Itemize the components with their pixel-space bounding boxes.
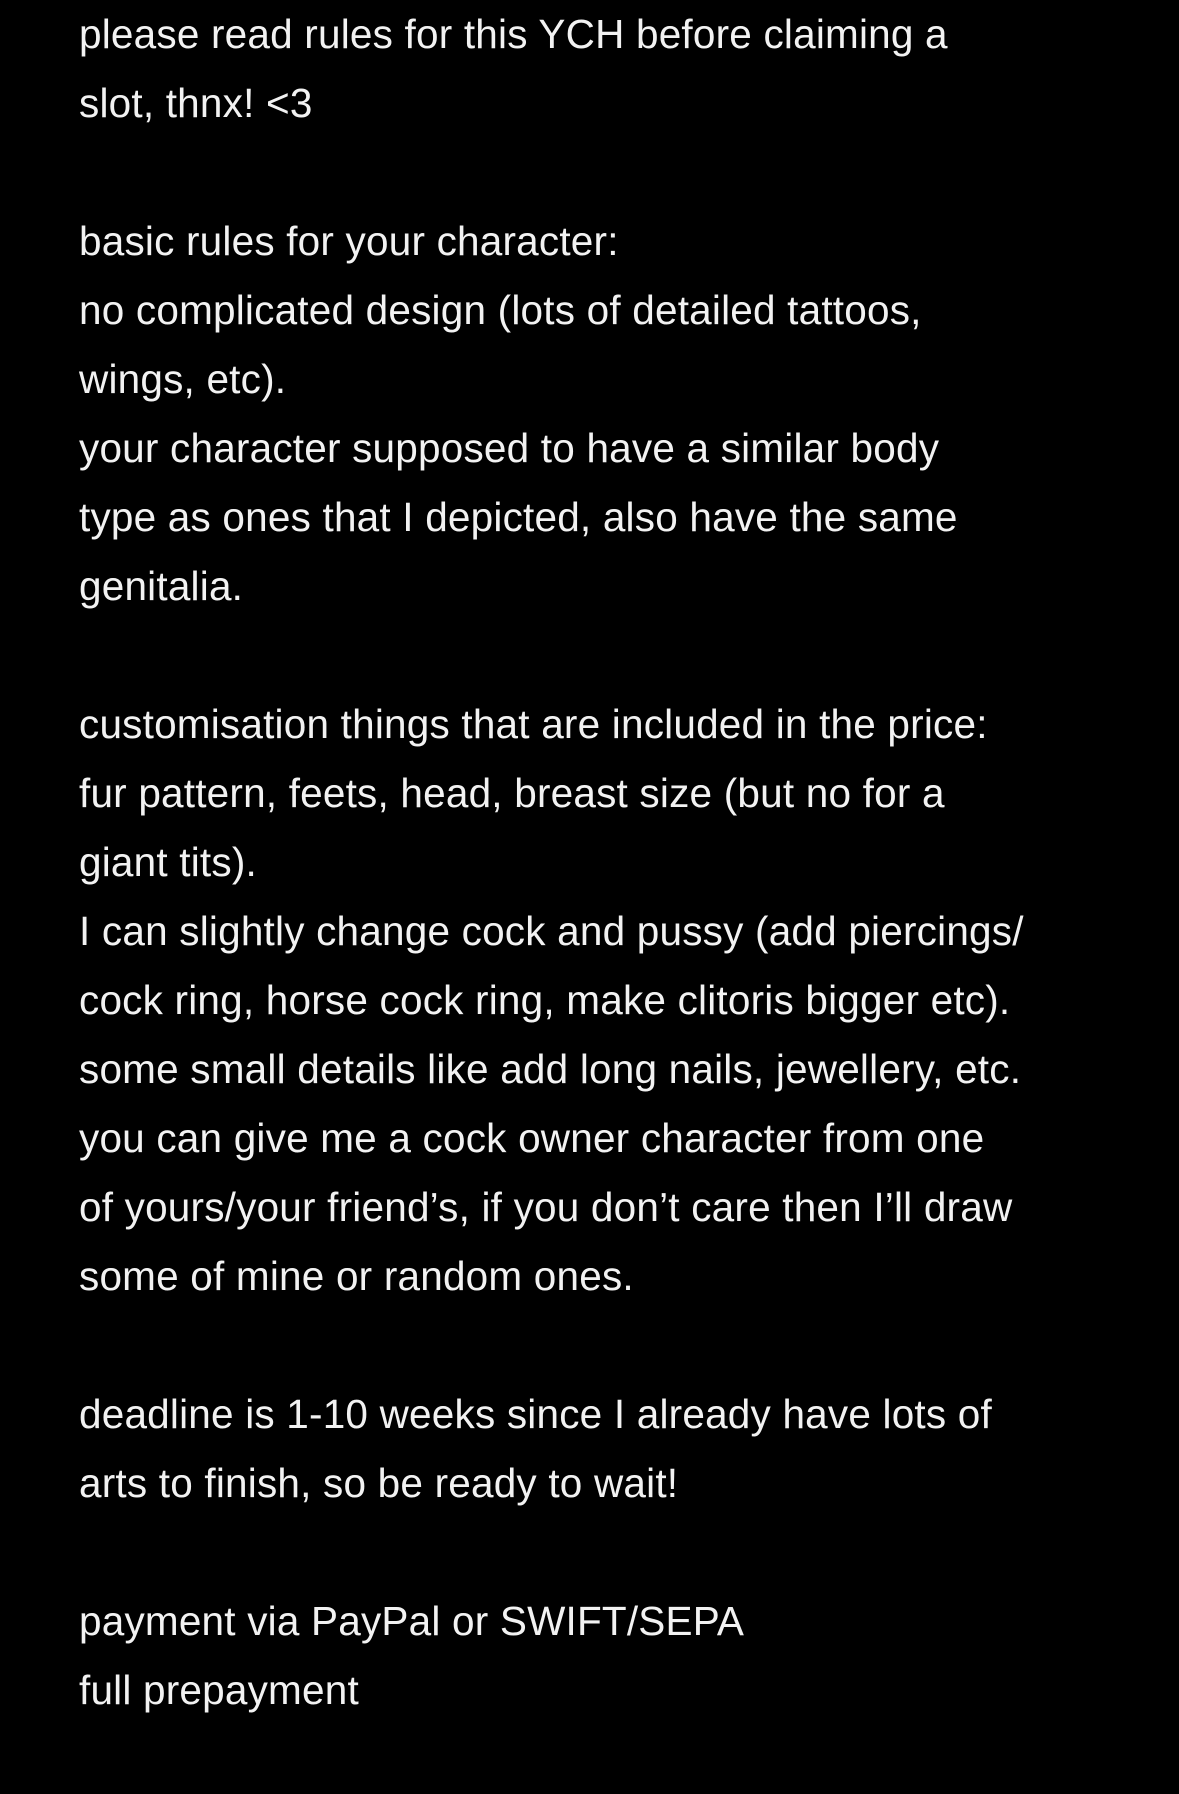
- deadline-paragraph: [79, 1380, 1139, 1518]
- notes-text-body: [79, 0, 1139, 1794]
- text-line: slot, thnx! <3: [79, 80, 313, 126]
- text-line: no complicated design (lots of detailed tattoos,: [79, 287, 922, 333]
- text-line: full prepayment: [79, 1667, 359, 1713]
- text-line: basic rules for your character:: [79, 218, 619, 264]
- text-line: arts to finish, so be ready to wait!: [79, 1460, 679, 1506]
- text-line: genitalia.: [79, 563, 244, 609]
- customisation-paragraph: [79, 690, 1139, 1311]
- text-line: please read rules for this YCH before claiming a: [79, 11, 948, 57]
- text-line: some of mine or random ones.: [79, 1253, 634, 1299]
- text-line: payment via PayPal or SWIFT/SEPA: [79, 1598, 745, 1644]
- intro-paragraph: [79, 0, 1139, 138]
- text-line: some small details like add long nails, jewellery, etc.: [79, 1046, 1022, 1092]
- text-line: deadline is 1-10 weeks since I already have lots of: [79, 1391, 992, 1437]
- text-line: fur pattern, feets, head, breast size (but no for a: [79, 770, 945, 816]
- text-line: wings, etc).: [79, 356, 287, 402]
- text-line: giant tits).: [79, 839, 257, 885]
- text-line: of yours/your friend’s, if you don’t care then I’ll draw: [79, 1184, 1013, 1230]
- text-line: you can give me a cock owner character from one: [79, 1115, 985, 1161]
- text-line: type as ones that I depicted, also have the same: [79, 494, 958, 540]
- text-line: I can slightly change cock and pussy (add piercings/: [79, 908, 1024, 954]
- character-rules-paragraph: [79, 207, 1139, 621]
- payment-paragraph: [79, 1587, 1139, 1725]
- text-line: your character supposed to have a similar body: [79, 425, 940, 471]
- text-line: customisation things that are included in the price:: [79, 701, 988, 747]
- text-line: cock ring, horse cock ring, make clitoris bigger etc).: [79, 977, 1011, 1023]
